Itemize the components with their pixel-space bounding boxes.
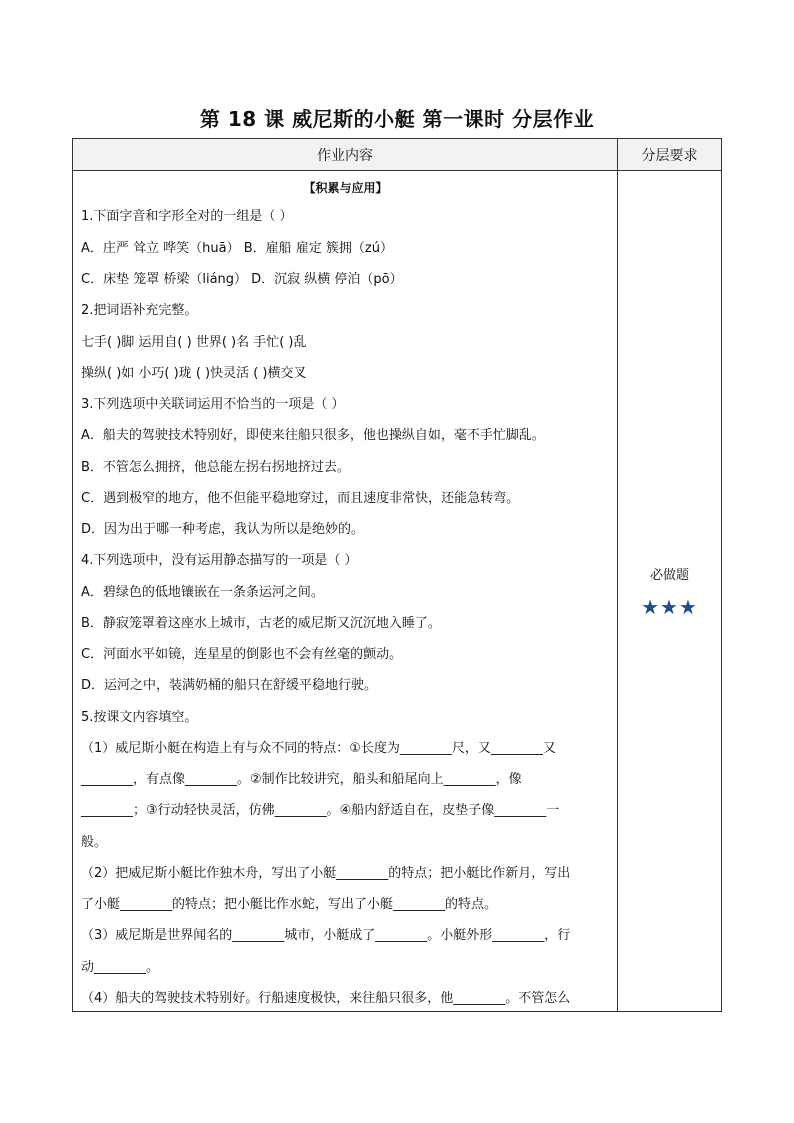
option-b-3: B．不管怎么拥挤，他总能左拐右拐地挤过去。 — [81, 460, 350, 475]
fill-5-2-line-1: （2）把威尼斯小艇比作独木舟，写出了小艇________的特点；把小艇比作新月，写出 — [81, 866, 571, 881]
fill-5-2-line-2: 了小艇________的特点；把小艇比作水蛇，写出了小艇________的特点。 — [81, 897, 498, 912]
fill-5-1-line-4: 般。 — [81, 835, 108, 850]
option-cd-1: C．床垫 笼罩 桥梁（liáng） D．沉寂 纵横 停泊（pō） — [81, 272, 403, 287]
option-b-4: B．静寂笼罩着这座水上城市，古老的威尼斯又沉沉地入睡了。 — [81, 616, 441, 631]
question-3: 3.下列选项中关联词运用不恰当的一项是（ ） — [81, 397, 345, 412]
level-label: 必做题 — [649, 567, 689, 583]
question-1: 1.下面字音和字形全对的一组是（ ） — [81, 209, 293, 224]
homework-table — [72, 138, 722, 1012]
table-header-row — [73, 139, 722, 171]
option-ab-1: A．庄严 耸立 哗笑（huā） B．雇船 雇定 簇拥（zú） — [81, 241, 393, 256]
option-d-4: D．运河之中，装满奶桶的船只在舒缓平稳地行驶。 — [81, 678, 378, 693]
fill-5-3-line-1: （3）威尼斯是世界闻名的________城市，小艇成了________。小艇外形________，行 — [81, 928, 571, 943]
fill-5-1-line-3: ________；③行动轻快灵活，仿佛________。④船内舒适自在，皮垫子像________一 — [81, 803, 560, 818]
section-title: 【积累与应用】 — [303, 181, 388, 195]
option-c-4: C．河面水平如镜，连星星的倒影也不会有丝毫的颤动。 — [81, 647, 403, 662]
table-body-row — [73, 171, 722, 1012]
fill-5-3-line-2: 动________。 — [81, 960, 160, 975]
option-a-4: A．碧绿色的低地镶嵌在一条条运河之间。 — [81, 585, 324, 600]
level-cell — [618, 171, 722, 1012]
option-d-3: D．因为出于哪一种考虑，我认为所以是绝妙的。 — [81, 522, 365, 537]
fill-5-1-line-2: ________，有点像________。②制作比较讲究，船头和船尾向上________，像 — [81, 772, 522, 787]
option-c-3: C．遇到极窄的地方，他不但能平稳地穿过，而且速度非常快，还能急转弯。 — [81, 491, 520, 506]
fill-5-1-line-1: （1）威尼斯小艇在构造上有与众不同的特点：①长度为________尺，又________又 — [81, 741, 556, 756]
word-fill-row-2: 操纵( )如 小巧( )珑 ( )快灵活 ( )横交叉 — [81, 366, 307, 381]
star-rating-icon: ★★★ — [641, 594, 698, 619]
fill-5-4-line-1: （4）船夫的驾驶技术特别好。行船速度极快，来往船只很多，他________。不管怎么 — [81, 991, 571, 1006]
option-a-3: A．船夫的驾驶技术特别好，即使来往船只很多，他也操纵自如，毫不手忙脚乱。 — [81, 428, 545, 443]
question-2: 2.把词语补充完整。 — [81, 303, 198, 318]
header-level: 分层要求 — [618, 139, 722, 171]
page-title: 第 18 课 威尼斯的小艇 第一课时 分层作业 — [199, 107, 595, 131]
content-cell — [73, 171, 618, 1012]
header-content: 作业内容 — [73, 139, 618, 171]
question-4: 4.下列选项中，没有运用静态描写的一项是（ ） — [81, 553, 358, 568]
question-5: 5.按课文内容填空。 — [81, 710, 198, 725]
word-fill-row-1: 七手( )脚 运用自( ) 世界( )名 手忙( )乱 — [81, 335, 307, 350]
